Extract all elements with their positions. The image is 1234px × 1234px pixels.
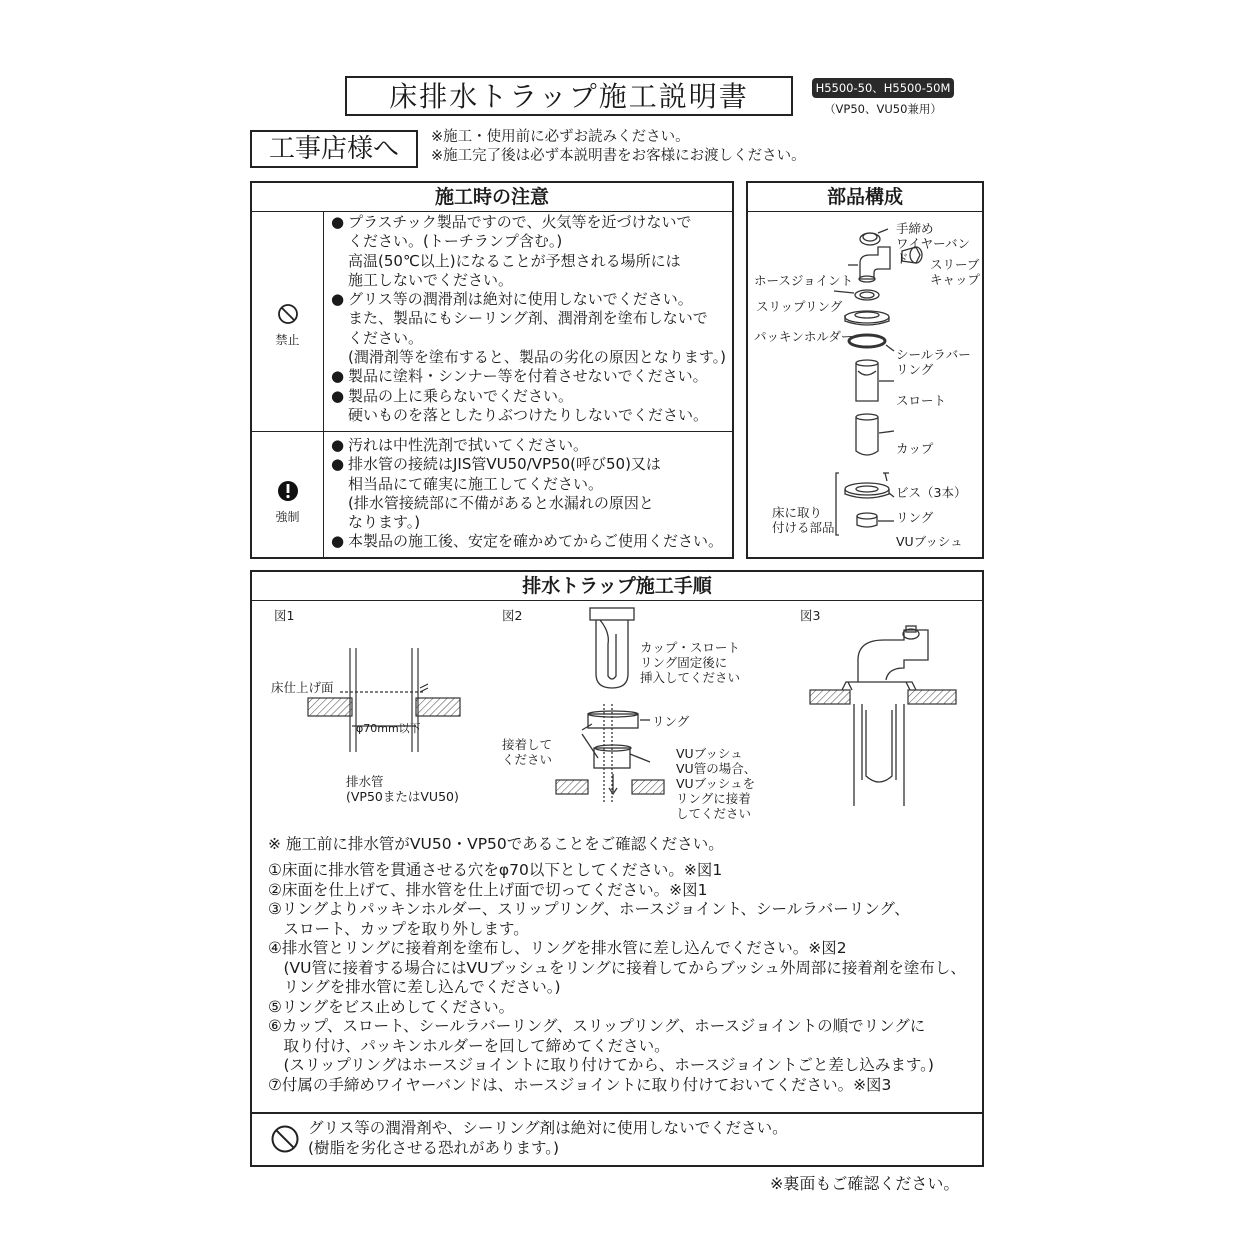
prohibit-label: 禁止 [275,333,300,347]
prohibit-list [328,213,728,425]
procedure-step-line: ②床面を仕上げて、排水管を仕上げ面で切ってください。※図1 [268,880,708,899]
floor-parts-label: 床に取り 付ける部品 [772,505,835,535]
caution-bullet-item: ● 製品に塗料・シンナー等を付着させないでください。 [331,367,708,386]
fig1-label: 図1 [274,608,295,623]
caution-bullet-item: ● 製品の上に乗らないでください。 [331,386,574,405]
part-ring-label: リング [896,510,934,525]
fig3-diagram [808,620,958,810]
caution-continuation-line: ください。 [348,328,424,347]
caution-continuation-line: 施工しないでください。 [348,270,514,289]
fig1-diagram [300,640,500,760]
fig2-glue-label: 接着して ください [502,737,553,767]
fig2-note-insert: カップ・スロート リング固定後に 挿入してください [640,640,741,685]
part-vu-bush-label: VUブッシュ [896,534,963,549]
header-note: ※施工・使用前に必ずお読みください。 [431,129,690,145]
fig3-label: 図3 [800,608,821,623]
header-notes [431,128,806,166]
bullet-dot-icon: ● [331,455,345,474]
part-packing-holder-label: パッキンホルダー [754,329,854,344]
document-title: 床排水トラップ施工説明書 [345,76,793,116]
part-sleeve-cap-label: スリーブ キャップ [930,257,981,287]
exclamation-icon [277,480,299,502]
enforce-row [252,431,732,557]
part-hose-joint-label: ホースジョイント [754,273,854,288]
caution-panel [250,181,734,559]
warning-text: グリス等の潤滑剤や、シーリング剤は絶対に使用しないでください。 (樹脂を劣化させる恐れがあります。) [308,1119,788,1157]
model-compatibility: （VP50、VU50兼用） [824,102,942,116]
caution-title: 施工時の注意 [252,183,732,212]
audience-label: 工事店様へ [250,130,418,168]
part-wire-band-label: 手締め ワイヤーバンド [896,221,971,266]
fig1-diameter-label: φ70mm以下 [356,722,421,735]
bullet-dot-icon: ● [331,367,345,386]
parts-title: 部品構成 [748,183,982,212]
procedure-title: 排水トラップ施工手順 [252,572,982,601]
parts-panel [746,181,984,559]
caution-continuation-line: 相当品にて確実に施工してください。 [348,474,604,493]
enforce-list [328,436,728,552]
header-note: ※施工完了後は必ず本説明書をお客様にお渡しください。 [431,148,806,164]
procedure-step-line: ④排水管とリングに接着剤を塗布し、リングを排水管に差し込んでください。※図2 [268,939,847,957]
procedure-step-line: ⑦付属の手締めワイヤーバンドは、ホースジョイントに取り付けておいてください。※図3 [268,1075,892,1094]
procedure-steps [268,861,966,1095]
enforce-label: 強制 [275,510,300,524]
procedure-step-line: ⑤リングをビス止めしてください。 [268,997,515,1016]
enforce-icon-col [252,432,324,557]
bullet-dot-icon: ● [331,290,345,309]
procedure-step-line: ⑥カップ、スロート、シールラバーリング、スリップリング、ホースジョイントの順でリングに [268,1017,926,1035]
fig1-pipe-label: 排水管 (VP50またはVU50) [346,774,459,804]
procedure-step-line: リングを排水管に差し込んでください。) [268,978,561,996]
fig2-diagram [552,604,682,804]
caution-bullet-item: ● 本製品の施工後、安定を確かめてからご使用ください。 [331,532,724,551]
procedure-step-line: 取り付け、パッキンホルダーを回して締めてください。 [268,1036,670,1055]
prohibit-icon-col [252,211,324,431]
caution-continuation-line: ください。(トーチランプ含む。) [348,232,563,251]
caution-bullet-item: ● 排水管の接続はJIS管VU50/VP50(呼び50)又は [331,455,661,474]
check-note: ※ 施工前に排水管がVU50・VP50であることをご確認ください。 [268,835,724,853]
caution-continuation-line: 硬いものを落としたりぶつけたりしないでください。 [348,405,709,424]
caution-bullet-item: ● グリス等の潤滑剤は絶対に使用しないでください。 [331,290,693,309]
procedure-step-line: スロート、カップを取り外します。 [268,919,529,938]
caution-continuation-line: (潤滑剤等を塗布すると、製品の劣化の原因となります。) [348,348,727,367]
bullet-dot-icon: ● [331,532,345,551]
warning-box [250,1112,984,1167]
fig2-vu-note: VUブッシュ VU管の場合、 VUブッシュを リングに接着 してください [676,746,757,821]
procedure-step-line: ①床面に排水管を貫通させる穴をφ70以下としてください。※図1 [268,861,723,879]
fig2-label: 図2 [502,608,523,623]
part-slip-ring-label: スリップリング [756,299,843,314]
caution-bullet-item: ● 汚れは中性洗剤で拭いてください。 [331,436,589,454]
bullet-dot-icon: ● [331,436,345,454]
part-screw-label: ビス（3本） [896,485,967,500]
bullet-dot-icon: ● [331,386,345,405]
procedure-step-line: (スリップリングはホースジョイントに取り付けてから、ホースジョイントごと差し込みます。) [268,1056,934,1074]
part-seal-rubber-label: シールラバー リング [896,347,971,377]
caution-bullet-item: ● プラスチック製品ですので、火気等を近づけないで [331,213,692,231]
caution-continuation-line: なります。) [348,513,421,532]
fig2-ring-label: リング [652,714,690,729]
bullet-dot-icon: ● [331,213,345,231]
prohibit-icon [270,1124,300,1154]
part-throat-label: スロート [896,393,947,408]
prohibit-icon [277,303,299,325]
model-number-badge: H5500-50、H5500-50M [812,78,954,98]
caution-continuation-line: (排水管接続部に不備があると水漏れの原因と [348,493,654,512]
back-page-note: ※裏面もご確認ください。 [770,1174,960,1193]
caution-continuation-line: また、製品にもシーリング剤、潤滑剤を塗布しないで [348,309,708,328]
prohibit-row [252,211,732,431]
fig1-floor-label: 床仕上げ面 [271,680,334,695]
procedure-step-line: ③リングよりパッキンホルダー、スリップリング、ホースジョイント、シールラバーリング、 [268,900,910,918]
caution-continuation-line: 高温(50℃以上)になることが予想される場所には [348,251,681,270]
procedure-step-line: (VU管に接着する場合にはVUブッシュをリングに接着してからブッシュ外周部に接着剤を塗布し、 [268,958,966,977]
part-cup-label: カップ [896,441,934,456]
